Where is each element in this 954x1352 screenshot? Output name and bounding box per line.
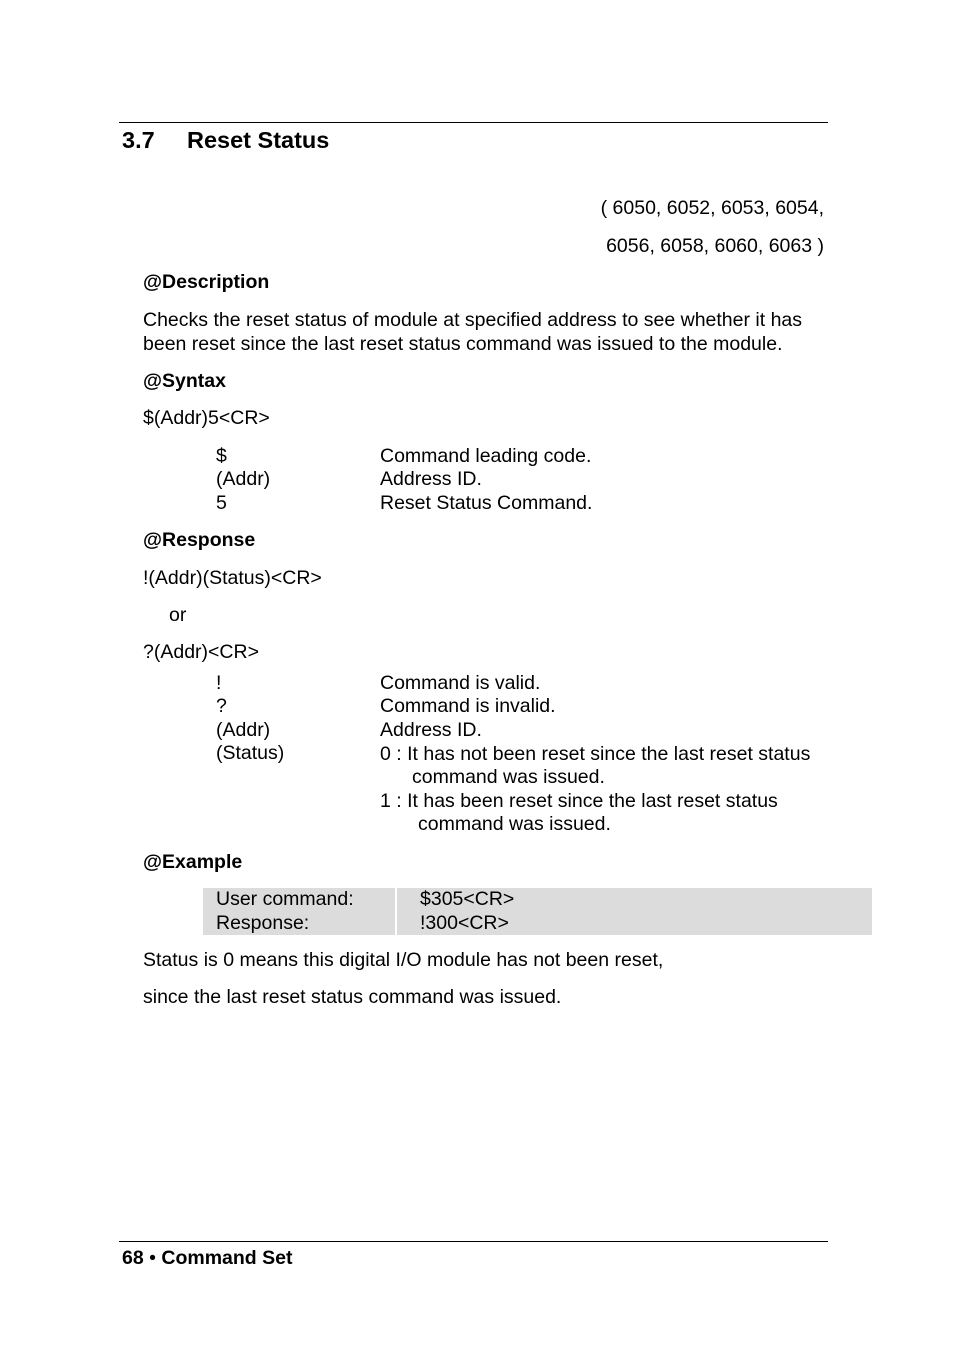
response-heading: @Response [143,529,256,551]
footer-bullet: • [149,1247,156,1269]
description-text: Checks the reset status of module at specified address to see whether it has been reset since the last reset status command was issued to the module. [143,309,803,355]
syntax-heading: @Syntax [143,370,226,392]
response-param-term: ! [216,672,222,694]
syntax-param-def: Reset Status Command. [380,492,593,514]
response-param-term: (Addr) [216,719,271,741]
status-0-text: 0 : It has not been reset since the last reset status [380,743,811,765]
footer-title: Command Set [161,1247,293,1269]
syntax-param-def: Address ID. [380,468,482,490]
syntax-command: $(Addr)5<CR> [143,407,270,429]
example-row-value: !300<CR> [420,912,509,934]
response-param-def: Address ID. [380,719,482,741]
status-1-continued: command was issued. [418,813,611,835]
footer-page-number: 68 [122,1247,144,1269]
example-heading: @Example [143,851,243,873]
description-heading: @Description [143,271,270,293]
example-note-2: since the last reset status command was issued. [143,986,562,1008]
syntax-param-term: (Addr) [216,468,271,490]
response-invalid: ?(Addr)<CR> [143,641,259,663]
status-1-text: 1 : It has been reset since the last reset status [380,790,778,812]
models-line-1: ( 6050, 6052, 6053, 6054, [600,197,824,219]
models-line-2: 6056, 6058, 6060, 6063 ) [606,235,824,257]
example-table-divider [395,888,397,935]
response-param-def: Command is invalid. [380,695,556,717]
response-param-term: ? [216,695,227,717]
example-row-label: User command: [216,888,354,910]
response-param-def: Command is valid. [380,672,541,694]
footer [122,1247,292,1270]
example-note-1: Status is 0 means this digital I/O module has not been reset, [143,949,664,971]
example-row-label: Response: [216,912,310,934]
syntax-param-term: 5 [216,492,227,514]
top-rule [119,122,828,123]
response-valid: !(Addr)(Status)<CR> [143,567,322,589]
footer-rule [119,1241,828,1242]
status-0-continued: command was issued. [412,766,605,788]
section-title: Reset Status [187,127,330,153]
syntax-param-def: Command leading code. [380,445,592,467]
response-or: or [169,604,187,626]
syntax-param-term: $ [216,445,227,467]
response-param-term: (Status) [216,742,285,764]
example-row-value: $305<CR> [420,888,515,910]
section-number: 3.7 [122,127,155,153]
